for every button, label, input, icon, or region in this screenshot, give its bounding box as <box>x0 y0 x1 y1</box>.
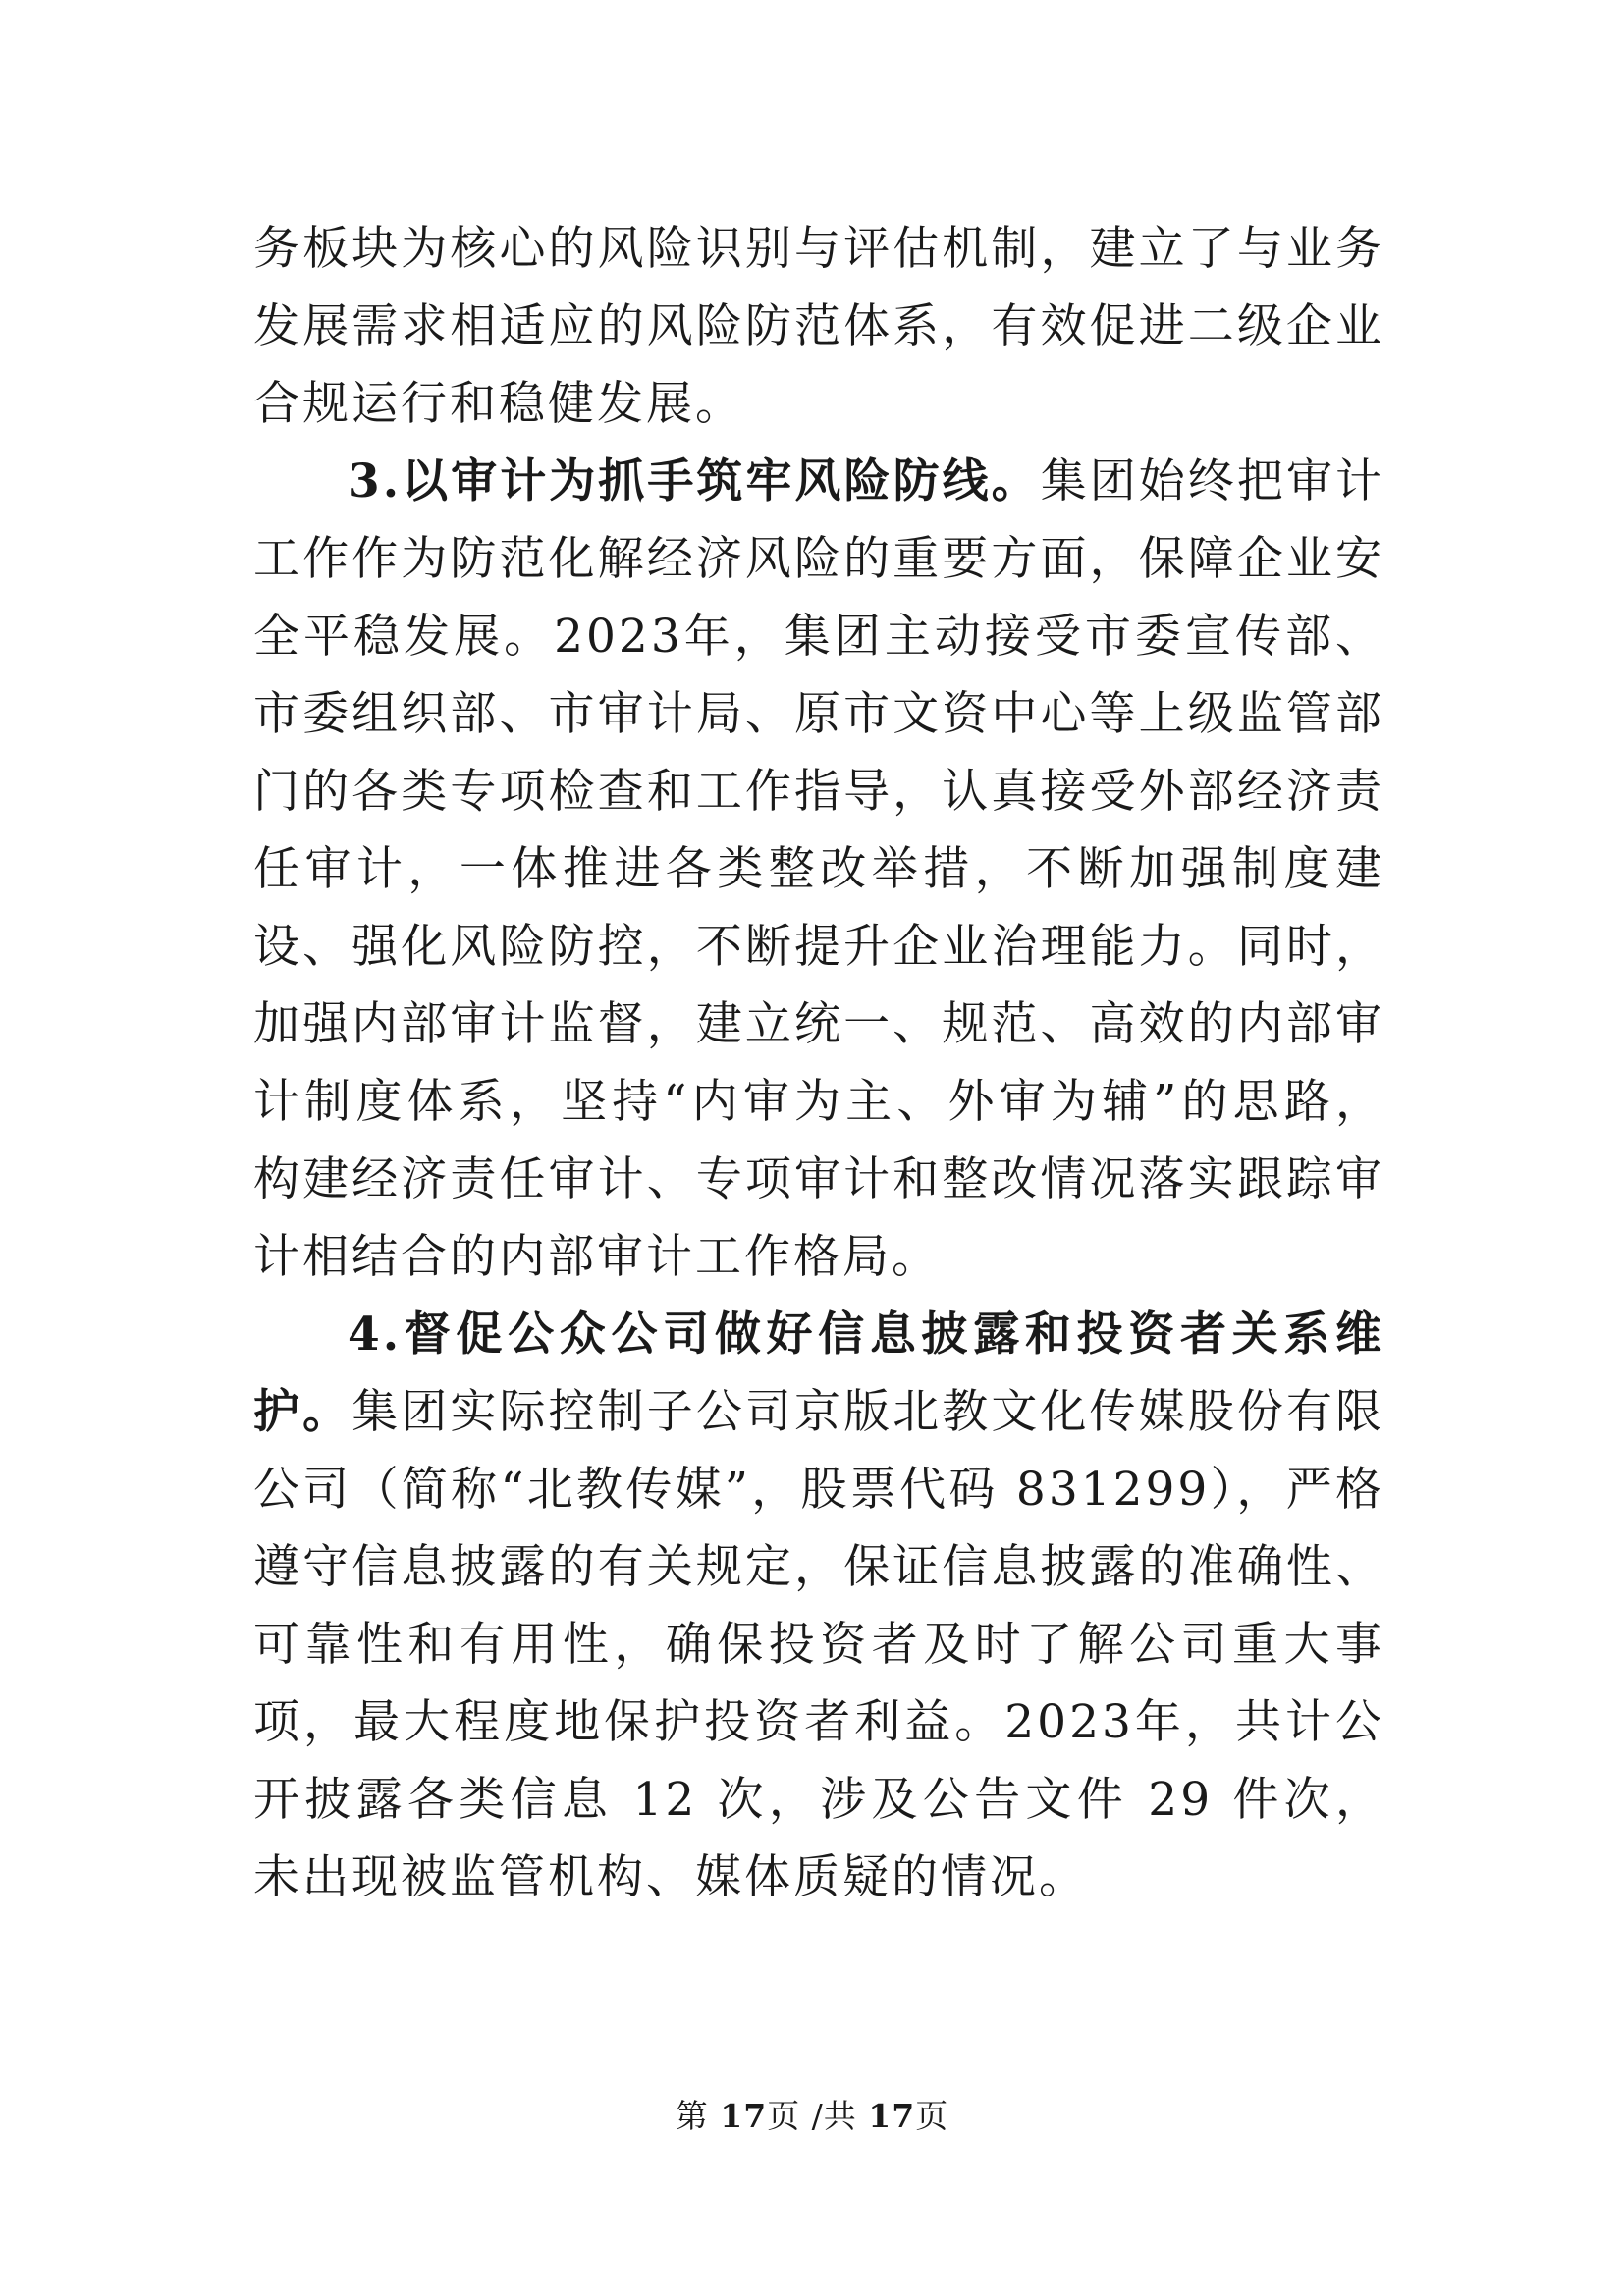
footer-suffix: 页 <box>915 2097 949 2135</box>
document-body <box>253 210 1384 1916</box>
total-pages-number: 17 <box>868 2097 916 2135</box>
paragraph-text: 集团实际控制子公司京版北教文化传媒股份有限公司（简称“北教传媒”，股票代码 831299），严格遵守信息披露的有关规定，保证信息披露的准确性、可靠性和有用性，确保投资者及时了解公司重大事项，最大程度地保护投资者利益。2023年，共计公开披露各类信息 12 次，涉及公告文件 29 件次，未出现被监管机构、媒体质疑的情况。 <box>253 1385 1385 1904</box>
page-footer <box>0 2091 1624 2137</box>
paragraph-audit <box>253 443 1384 1296</box>
paragraph-text: 务板块为核心的风险识别与评估机制，建立了与业务发展需求相适应的风险防范体系，有效促进二级企业合规运行和稳健发展。 <box>253 222 1384 431</box>
section-heading-disclosure: 4.督促公众公司做好信息披露和投资者关系维护。 <box>253 1308 1384 1439</box>
section-heading-audit: 3.以审计为抓手筑牢风险防线。 <box>348 454 1041 508</box>
paragraph-text: 集团始终把审计工作作为防范化解经济风险的重要方面，保障企业安全平稳发展。2023年，集团主动接受市委宣传部、市委组织部、市审计局、原市文资中心等上级监管部门的各类专项检查和工作指导，认真接受外部经济责任审计，一体推进各类整改举措，不断加强制度建设、强化风险防控，不断提升企业治理能力。同时，加强内部审计监督，建立统一、规范、高效的内部审计制度体系，坚持“内审为主、外审为辅”的思路，构建经济责任审计、专项审计和整改情况落实跟踪审计相结合的内部审计工作格局。 <box>253 454 1384 1284</box>
current-page-number: 17 <box>720 2097 768 2135</box>
paragraph-risk-mechanism <box>253 210 1384 443</box>
footer-middle: 页 /共 <box>767 2097 869 2135</box>
footer-prefix: 第 <box>675 2097 721 2135</box>
paragraph-disclosure <box>253 1296 1384 1916</box>
